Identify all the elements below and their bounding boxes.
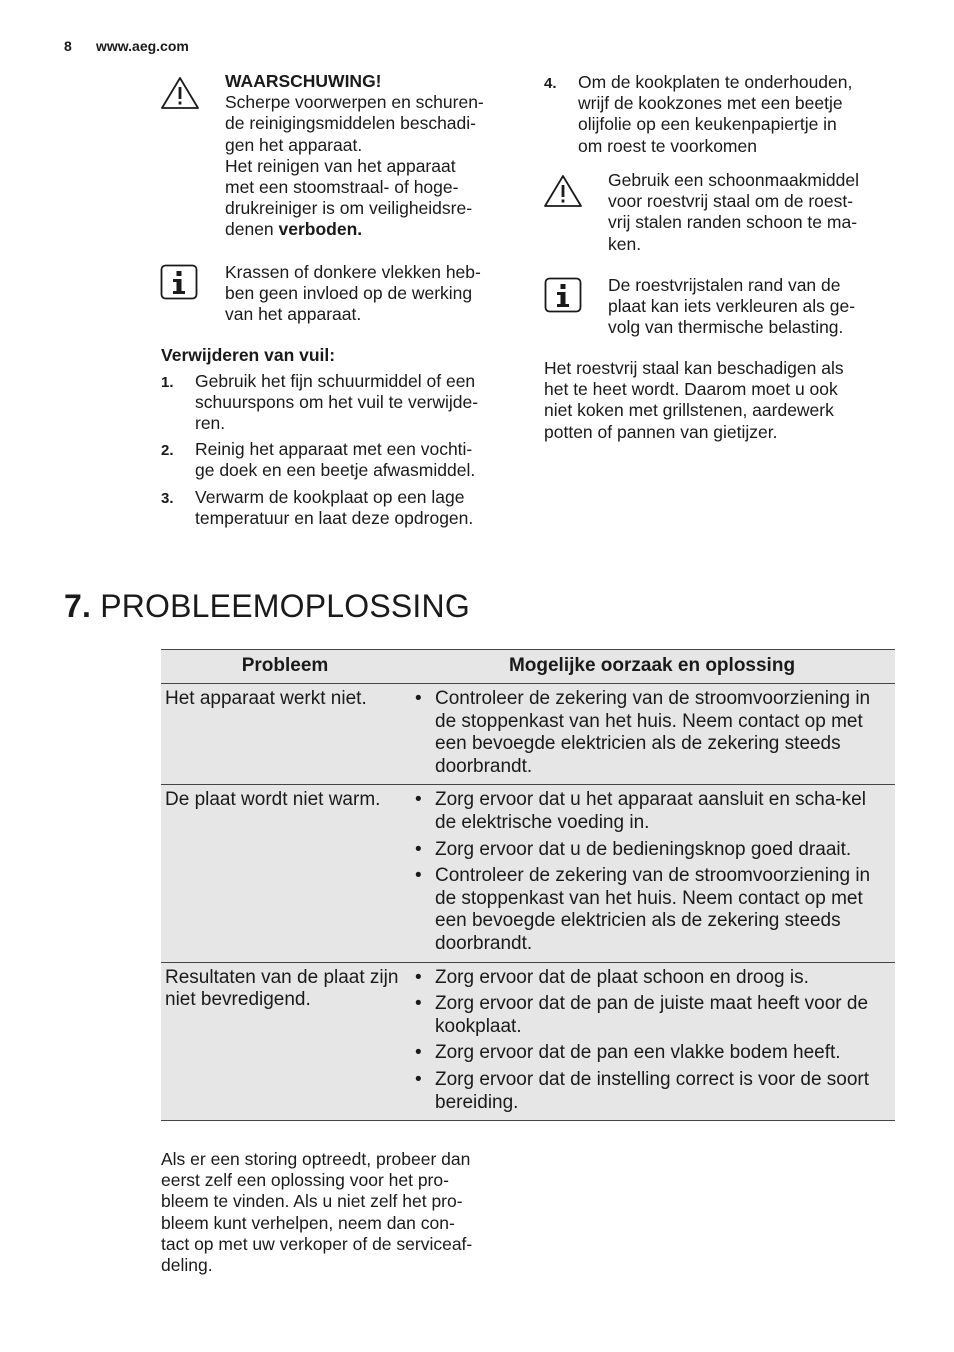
list-line: ge doek en een beetje afwasmiddel. [195, 460, 476, 481]
info-line: van het apparaat. [225, 304, 362, 325]
warning-line: Scherpe voorwerpen en schuren- [225, 92, 484, 113]
warning-line: voor roestvrij staal om de roest- [608, 191, 854, 212]
cause-list [413, 688, 891, 778]
cleaning-heading: Verwijderen van vuil: [161, 345, 336, 365]
cause-item: • Controleer de zekering van de stroomvoorziening in de stoppenkast van het huis. Neem contact op met een bevoegde elektricien als de zekering steeds doorbrandt. [413, 865, 891, 955]
info-icon [160, 264, 198, 300]
warning-line: vrij stalen randen schoon te ma- [608, 212, 858, 233]
table-row [161, 962, 895, 1121]
warning-note-left [225, 71, 484, 241]
info-icon [544, 277, 582, 313]
cause-item: • Zorg ervoor dat de plaat schoon en droog is. [413, 967, 891, 990]
table-row [161, 684, 895, 785]
warning-note-right [608, 170, 859, 255]
warning-line: de reinigingsmiddelen beschadi- [225, 113, 476, 134]
list-line: Verwarm de kookplaat op een lage [195, 487, 465, 507]
list-line: temperatuur en laat deze opdrogen. [195, 508, 474, 529]
list-line: schuurspons om het vuil te verwijde- [195, 392, 479, 413]
warning-line: denen verboden. [225, 219, 363, 240]
list-number: 1. [161, 374, 174, 391]
paragraph-line: deling. [161, 1255, 213, 1276]
list-line: Gebruik het fijn schuurmiddel of een [195, 371, 476, 391]
cause-cell [409, 962, 895, 1121]
list-item [161, 439, 521, 481]
section-title-text: PROBLEEMOPLOSSING [100, 588, 470, 624]
info-note-left [225, 262, 481, 326]
warning-line: Gebruik een schoonmaakmiddel [608, 170, 859, 190]
paragraph-line: bleem kunt verhelpen, neem dan con- [161, 1212, 455, 1233]
info-line: ben geen invloed op de werking [225, 283, 473, 304]
paragraph-line: eerst zelf een oplossing voor het pro- [161, 1170, 449, 1191]
list-line: ren. [195, 413, 226, 434]
info-line: De roestvrijstalen rand van de [608, 275, 841, 295]
info-line: plaat kan iets verkleuren als ge- [608, 296, 856, 317]
problem-cell: Het apparaat werkt niet. [161, 684, 409, 785]
header-url: www.aeg.com [96, 38, 189, 54]
list-number: 3. [161, 490, 174, 507]
list-item [161, 487, 521, 529]
paragraph-line: Als er een storing optreedt, probeer dan [161, 1149, 471, 1169]
page-number: 8 [64, 38, 72, 54]
list-line: Om de kookplaten te onderhouden, [578, 72, 853, 92]
cause-cell [409, 785, 895, 962]
list-number: 2. [161, 442, 174, 459]
column-header-problem: Probleem [161, 650, 409, 684]
section-number: 7. [64, 588, 92, 624]
table-header-row [161, 650, 895, 684]
paragraph-line: niet koken met grillstenen, aardewerk [544, 400, 834, 421]
list-line: om roest te voorkomen [578, 135, 757, 156]
paragraph-line: het te heet wordt. Daarom moet u ook [544, 379, 838, 400]
cause-item: • Zorg ervoor dat u het apparaat aansluit en scha-kel de elektrische voeding in. [413, 789, 891, 834]
list-line: olijfolie op een keukenpapiertje in [578, 114, 837, 135]
info-line: Krassen of donkere vlekken heb- [225, 262, 481, 282]
paragraph-line: tact op met uw verkoper of de serviceaf- [161, 1233, 473, 1254]
paragraph-line: Het roestvrij staal kan beschadigen als [544, 358, 844, 378]
list-item [161, 371, 521, 435]
list-item [544, 72, 904, 157]
warning-triangle-icon [160, 76, 200, 110]
section-title [64, 588, 470, 625]
cause-item: • Controleer de zekering van de stroomvoorziening in de stoppenkast van het huis. Neem contact op met een bevoegde elektricien als de zekering steeds doorbrandt. [413, 688, 891, 778]
warning-emphasis: verboden. [278, 219, 363, 240]
list-number: 4. [544, 75, 557, 92]
warning-line: ken. [608, 233, 642, 254]
cause-item: • Zorg ervoor dat de pan de juiste maat heeft voor de kookplaat. [413, 993, 891, 1038]
warning-line: Het reinigen van het apparaat [225, 155, 456, 176]
warning-triangle-icon [543, 174, 583, 208]
table-row [161, 785, 895, 962]
troubleshooting-table [161, 649, 895, 1121]
support-paragraph [161, 1149, 472, 1276]
warning-line: gen het apparaat. [225, 134, 363, 155]
cause-item: • Zorg ervoor dat de instelling correct is voor de soort bereiding. [413, 1069, 891, 1114]
warning-title: WAARSCHUWING! [225, 71, 382, 91]
problem-cell: De plaat wordt niet warm. [161, 785, 409, 962]
problem-cell: Resultaten van de plaat zijn niet bevredigend. [161, 962, 409, 1121]
stainless-steel-paragraph [544, 358, 844, 443]
list-line: wrijf de kookzones met een beetje [578, 93, 843, 114]
warning-line: met een stoomstraal- of hoge- [225, 177, 459, 198]
paragraph-line: potten of pannen van gietijzer. [544, 421, 778, 442]
cause-item: • Zorg ervoor dat u de bedieningsknop goed draait. [413, 839, 891, 862]
paragraph-line: bleem te vinden. Als u niet zelf het pro- [161, 1191, 463, 1212]
cause-list [413, 967, 891, 1115]
column-header-cause: Mogelijke oorzaak en oplossing [409, 650, 895, 684]
info-note-right [608, 275, 855, 339]
cause-list [413, 789, 891, 955]
cause-cell [409, 684, 895, 785]
info-line: volg van thermische belasting. [608, 317, 844, 338]
warning-line: drukreiniger is om veiligheidsre- [225, 198, 473, 219]
cause-item: • Zorg ervoor dat de pan een vlakke bodem heeft. [413, 1042, 891, 1065]
list-line: Reinig het apparaat met een vochti- [195, 439, 473, 459]
